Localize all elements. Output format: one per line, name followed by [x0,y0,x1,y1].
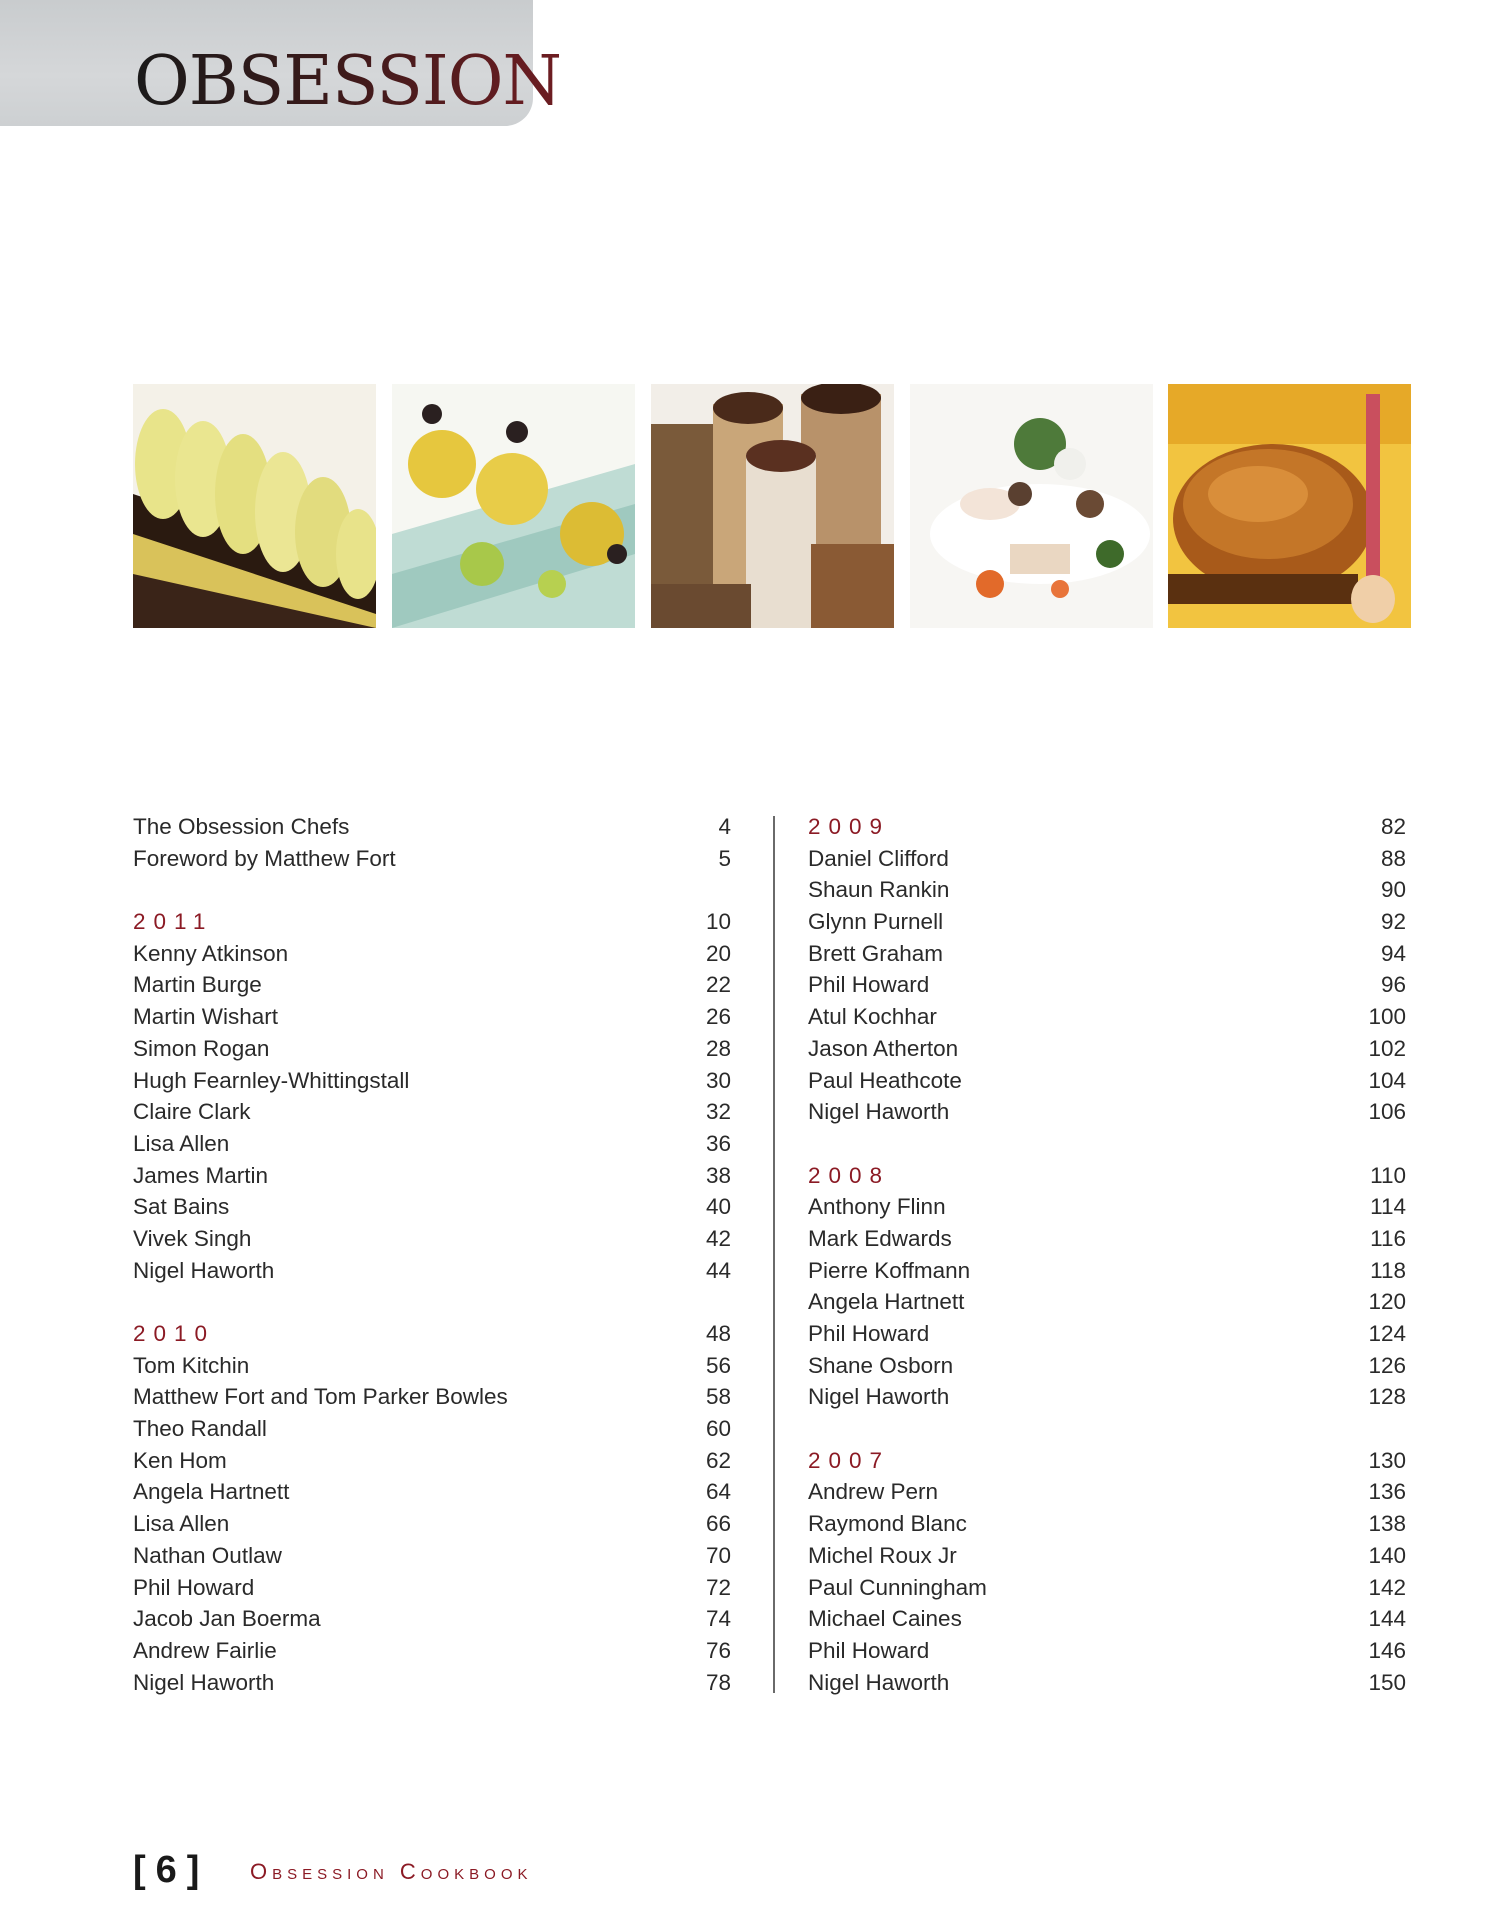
toc-entry-label: Nigel Haworth [808,1384,950,1410]
toc-entry-label: Hugh Fearnley-Whittingstall [133,1067,410,1093]
toc-page-number: 38 [705,1162,731,1188]
toc-entry [808,1635,1406,1667]
toc-page-number: 78 [705,1669,731,1695]
toc-year-label: 2009 [808,814,891,839]
toc-entry [133,1540,731,1572]
toc-entry-label: Angela Hartnett [808,1289,965,1315]
toc-entry-label: Daniel Clifford [808,845,949,871]
toc-page-number: 56 [705,1352,731,1378]
toc-entry-label: Phil Howard [808,1321,930,1346]
toc-page-number: 92 [1380,909,1406,935]
toc-page-number: 22 [705,972,731,998]
toc-page-number: 88 [1380,845,1406,871]
toc-spacer [133,1286,731,1318]
toc-page-number: 40 [705,1194,731,1220]
toc-entry [808,1350,1406,1382]
toc-page-number: 128 [1368,1384,1406,1410]
toc-entry [133,1065,731,1097]
toc-entry-label: Jacob Jan Boerma [133,1606,321,1632]
toc-page-number: 62 [705,1447,731,1473]
toc-page-number: 104 [1368,1067,1406,1093]
toc-right-column [808,811,1406,1698]
toc-entry-label: Ken Hom [133,1447,227,1473]
toc-entry [808,1033,1406,1065]
toc-entry-label: Nathan Outlaw [133,1542,282,1568]
toc-entry-label: Andrew Fairlie [133,1637,277,1663]
toc-entry-label: Nigel Haworth [808,1669,950,1695]
toc-page-number: 70 [705,1542,731,1568]
toc-entry-label: Sat Bains [133,1194,230,1220]
toc-entry [808,1540,1406,1572]
toc-entry [808,874,1406,906]
toc-page-number: 82 [1380,814,1406,839]
toc-entry-label: Nigel Haworth [133,1257,275,1283]
toc-entry [133,1603,731,1635]
toc-entry [133,843,731,875]
toc-entry-label: Brett Graham [808,940,944,966]
toc-page-number: 44 [705,1257,731,1283]
toc-entry [133,1191,731,1223]
toc-entry-label: Paul Cunningham [808,1574,987,1600]
toc-year-heading [808,1445,1406,1477]
toc-page-number: 126 [1368,1352,1406,1378]
toc-page-number: 58 [705,1384,731,1410]
toc-entry [133,811,731,843]
toc-spacer [808,1128,1406,1160]
toc-entry-label: Pierre Koffmann [808,1257,971,1283]
toc-entry [133,1381,731,1413]
toc-page-number: 150 [1368,1669,1406,1695]
toc-page-number: 100 [1368,1004,1406,1030]
toc-entry-label: Martin Burge [133,972,262,998]
toc-year-label: 2010 [133,1321,216,1346]
toc-entry-label: Jason Atherton [808,1035,959,1061]
toc-left-column [133,811,731,1698]
toc-page-number: 66 [705,1511,731,1537]
toc-entry [133,1001,731,1033]
toc-page-number: 4 [718,814,731,839]
toc-entry [808,1191,1406,1223]
toc-page-number: 118 [1370,1257,1406,1283]
toc-year-heading [808,1160,1406,1192]
toc-entry [808,843,1406,875]
toc-year-label: 2011 [133,909,214,935]
toc-page-number: 106 [1368,1099,1406,1125]
column-divider [773,816,775,1693]
toc-page-number: 10 [705,909,731,935]
toc-entry-label: Claire Clark [133,1099,251,1125]
toc-page-number: 30 [705,1067,731,1093]
plated-fish-dish-photo [910,384,1153,628]
book-title: Obsession Cookbook [250,1859,533,1884]
bone-marrow-photo [651,384,894,628]
toc-page-number: 96 [1380,972,1406,998]
toc-entry-label: Phil Howard [808,972,930,998]
toc-page-number: 26 [705,1004,731,1030]
toc-entry [133,1223,731,1255]
toc-entry-label: Anthony Flinn [808,1194,946,1220]
toc-entry-label: Angela Hartnett [133,1479,290,1505]
toc-page-number: 120 [1368,1289,1406,1315]
toc-entry-label: Kenny Atkinson [133,940,289,966]
page-number: [6] [133,1849,210,1891]
toc-page-number: 5 [718,845,731,871]
toc-entry [808,969,1406,1001]
toc-entry [808,1603,1406,1635]
toc-entry-label: Michel Roux Jr [808,1542,957,1568]
toc-entry-label: Michael Caines [808,1606,962,1632]
toc-page-number: 116 [1370,1225,1406,1251]
toc-entry-label: Nigel Haworth [808,1099,950,1125]
toc-entry-label: Simon Rogan [133,1035,270,1061]
toc-page-number: 36 [705,1130,731,1156]
toc-year-heading [133,1318,731,1350]
toc-entry-label: James Martin [133,1162,269,1188]
toc-entry [133,1255,731,1287]
toc-entry [808,938,1406,970]
toc-entry-label: Matthew Fort and Tom Parker Bowles [133,1384,508,1410]
toc-year-heading [133,906,731,938]
toc-entry [808,1286,1406,1318]
toc-entry-label: Foreword by Matthew Fort [133,845,396,871]
toc-entry-label: Atul Kochhar [808,1004,937,1030]
toc-spacer [808,1413,1406,1445]
toc-entry-label: Glynn Purnell [808,909,944,935]
toc-entry [808,1255,1406,1287]
toc-entry-label: Lisa Allen [133,1511,230,1537]
toc-entry [808,1223,1406,1255]
toc-page-number: 124 [1368,1321,1406,1346]
toc-entry-label: Theo Randall [133,1416,267,1442]
toc-page-number: 72 [705,1574,731,1600]
toc-entry-label: Mark Edwards [808,1225,952,1251]
toc-entry [808,1096,1406,1128]
toc-page-number: 74 [705,1606,731,1632]
toc-entry [808,1001,1406,1033]
toc-entry [133,938,731,970]
toc-year-label: 2007 [808,1447,891,1473]
toc-page-number: 114 [1370,1194,1406,1220]
toc-entry-label: Shaun Rankin [808,877,950,903]
toc-entry [808,1572,1406,1604]
toc-entry-label: Tom Kitchin [133,1352,250,1378]
toc-entry [133,1572,731,1604]
toc-entry [133,1445,731,1477]
toc-entry-label: Phil Howard [133,1574,255,1600]
toc-entry [133,1128,731,1160]
toc-page-number: 140 [1368,1542,1406,1568]
toc-page-number: 110 [1370,1162,1406,1188]
toc-page-number: 64 [705,1479,731,1505]
toc-entry-label: Paul Heathcote [808,1067,962,1093]
toc-entry [133,1508,731,1540]
toc-entry [808,906,1406,938]
toc-page-number: 144 [1368,1606,1406,1632]
toc-spacer [133,874,731,906]
toc-page-number: 90 [1380,877,1406,903]
toc-page-number: 20 [705,940,731,966]
toc-page-number: 138 [1368,1511,1406,1537]
header-tab [0,0,562,126]
toc-page-number: 28 [705,1035,731,1061]
photo-strip [133,384,1411,628]
glazed-roast-rhubarb-photo [1168,384,1411,628]
toc-entry [133,1635,731,1667]
toc-entry [133,969,731,1001]
toc-entry-label: Nigel Haworth [133,1669,275,1695]
toc-page-number: 60 [705,1416,731,1442]
toc-page-number: 130 [1368,1447,1406,1473]
toc-entry [808,1508,1406,1540]
toc-entry [808,1667,1406,1699]
toc-entry-label: Martin Wishart [133,1004,279,1030]
toc-page-number: 48 [705,1321,731,1346]
toc-entry-label: Shane Osborn [808,1352,954,1378]
toc-entry [808,1476,1406,1508]
toc-page-number: 76 [705,1637,731,1663]
toc-entry-label: Raymond Blanc [808,1511,967,1537]
toc-entry-label: Vivek Singh [133,1225,252,1251]
page-title: OBSESSION [134,42,562,121]
toc-entry [133,1413,731,1445]
toc-entry [133,1160,731,1192]
scallop-caviar-dish-photo [392,384,635,628]
toc-entry-label: Phil Howard [808,1637,930,1663]
toc-entry [808,1318,1406,1350]
toc-entry-label: Lisa Allen [133,1130,230,1156]
toc-entry [133,1350,731,1382]
toc-page-number: 94 [1380,940,1406,966]
chocolate-pear-tart-photo [133,384,376,628]
toc-entry-label: The Obsession Chefs [133,814,350,839]
toc-entry [133,1096,731,1128]
toc-page-number: 42 [705,1225,731,1251]
toc-entry [808,1065,1406,1097]
toc-entry [133,1033,731,1065]
toc-page-number: 146 [1368,1637,1406,1663]
toc-year-label: 2008 [808,1162,891,1188]
toc-entry-label: Andrew Pern [808,1479,939,1505]
toc-entry [133,1667,731,1699]
toc-page-number: 32 [705,1099,731,1125]
toc-entry [808,1381,1406,1413]
toc-page-number: 102 [1368,1035,1406,1061]
toc-year-heading [808,811,1406,843]
toc-page-number: 142 [1368,1574,1406,1600]
toc-page-number: 136 [1368,1479,1406,1505]
toc-entry [133,1476,731,1508]
